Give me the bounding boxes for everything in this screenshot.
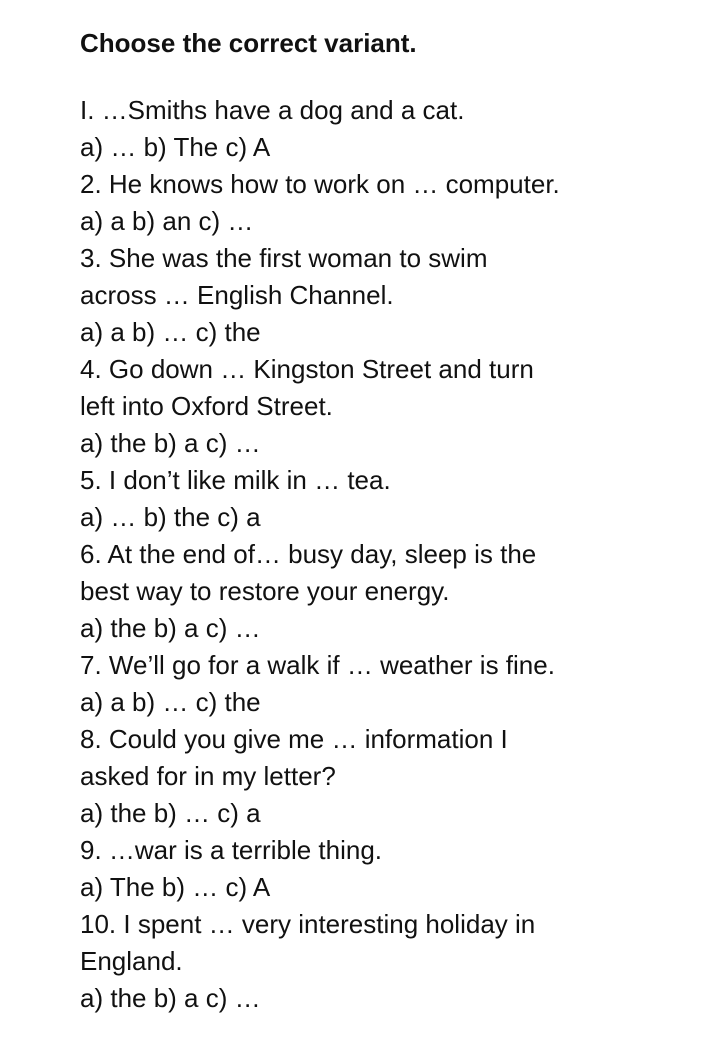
- question-4-options: a) the b) a c) …: [80, 428, 261, 458]
- question-3-text: 3. She was the first woman to swim: [80, 243, 488, 273]
- worksheet: [80, 24, 700, 1017]
- question-7-options: a) a b) … c) the: [80, 687, 261, 717]
- question-1-options: a) … b) The c) A: [80, 132, 271, 162]
- question-7-text: 7. We’ll go for a walk if … weather is fine.: [80, 650, 555, 680]
- question-9-text: 9. …war is a terrible thing.: [80, 835, 383, 865]
- question-list: [80, 92, 700, 1017]
- question-6-text: 6. At the end of… busy day, sleep is the: [80, 539, 537, 569]
- question-10-options: a) the b) a c) …: [80, 983, 261, 1013]
- question-2-text: 2. He knows how to work on … computer.: [80, 169, 560, 199]
- question-6-text-cont: best way to restore your energy.: [80, 576, 450, 606]
- question-3-text-cont: across … English Channel.: [80, 280, 394, 310]
- question-5-text: 5. I don’t like milk in … tea.: [80, 465, 391, 495]
- question-3-options: a) a b) … c) the: [80, 317, 261, 347]
- question-8-text: 8. Could you give me … information I: [80, 724, 508, 754]
- question-10-text: 10. I spent … very interesting holiday in: [80, 909, 536, 939]
- question-2-options: a) a b) an c) …: [80, 206, 254, 236]
- question-5-options: a) … b) the c) a: [80, 502, 261, 532]
- question-8-text-cont: asked for in my letter?: [80, 761, 336, 791]
- question-9-options: a) The b) … c) A: [80, 872, 271, 902]
- question-1-text: I. …Smiths have a dog and a cat.: [80, 95, 465, 125]
- question-10-text-cont: England.: [80, 946, 183, 976]
- question-8-options: a) the b) … c) a: [80, 798, 261, 828]
- question-4-text: 4. Go down … Kingston Street and turn: [80, 354, 534, 384]
- question-6-options: a) the b) a c) …: [80, 613, 261, 643]
- question-4-text-cont: left into Oxford Street.: [80, 391, 333, 421]
- worksheet-title: Choose the correct variant.: [80, 28, 417, 58]
